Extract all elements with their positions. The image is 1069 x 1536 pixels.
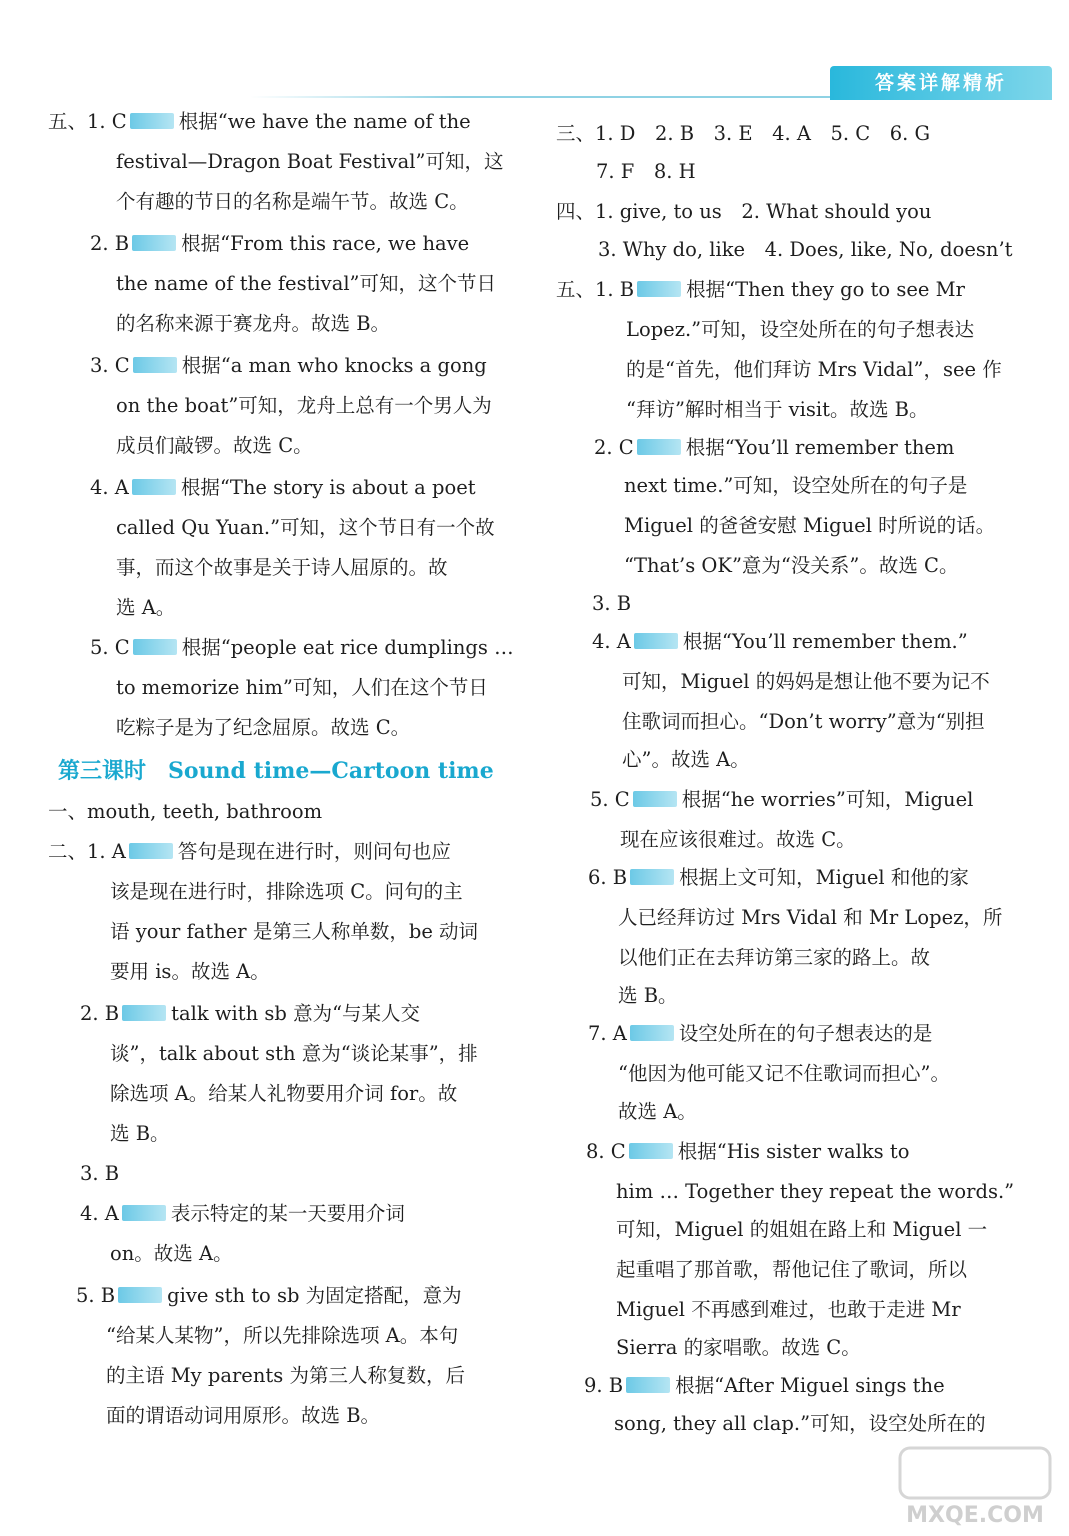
watermark-logo	[880, 1440, 1060, 1530]
answer-explanation: talk with sb 意为“与某人交	[171, 1002, 421, 1025]
answer-text: 该是现在进行时，排除选项 C。问句的主	[110, 880, 463, 903]
answer-text: 可知，Miguel 的姐姐在路上和 Miguel 一	[616, 1218, 988, 1241]
answer-text: “给某人某物”，所以先排除选项 A。本句	[106, 1324, 459, 1347]
answer-text: 可知，Miguel 的妈妈是想让他不要为记不	[622, 670, 990, 693]
answer-line	[618, 904, 1002, 932]
answer-explanation: 根据“he worries”可知，Miguel	[681, 788, 974, 811]
analysis-tag-icon	[633, 791, 677, 807]
answer-text: 故选 A。	[618, 1100, 697, 1123]
header-rule	[250, 96, 840, 98]
answer-text: the name of the festival”可知，这个节日	[116, 272, 497, 295]
answer-line	[48, 108, 471, 136]
answer-explanation: 根据“people eat rice dumplings …	[181, 636, 514, 659]
answer-line	[80, 1200, 405, 1228]
answer-line	[622, 708, 985, 736]
answer-line	[116, 188, 469, 216]
answer-text: 现在应该很难过。故选 C。	[620, 828, 856, 851]
answer-line	[116, 148, 503, 176]
analysis-tag-icon	[133, 357, 177, 373]
answer-line	[592, 628, 968, 656]
answer-text: song, they all clap.”可知，设空处所在的	[614, 1412, 986, 1435]
answer-explanation: 答句是现在进行时，则问句也应	[177, 840, 451, 863]
answer-text: 事，而这个故事是关于诗人屈原的。故	[116, 556, 448, 579]
answer-line	[614, 1410, 986, 1438]
answer-line	[618, 1098, 697, 1126]
answer-text: 除选项 A。给某人礼物要用介词 for。故	[110, 1082, 458, 1105]
answer-text: 9. B	[584, 1374, 624, 1397]
answer-explanation: 根据“After Miguel sings the	[675, 1374, 945, 1397]
answer-text: 8. C	[586, 1140, 626, 1163]
answer-text: 二、1. A	[48, 840, 126, 863]
answer-explanation: 根据上文可知，Miguel 和他的家	[679, 866, 969, 889]
answer-line	[616, 1256, 967, 1284]
answer-line	[116, 554, 448, 582]
answer-explanation: 设空处所在的句子想表达的是	[678, 1022, 933, 1045]
answer-line	[626, 356, 1002, 384]
answer-text: 4. A	[90, 476, 129, 499]
answer-text: 的是“首先，他们拜访 Mrs Vidal”，see 作	[626, 358, 1002, 381]
answer-line	[110, 918, 478, 946]
answer-line	[116, 392, 492, 420]
answer-text: 2. B	[90, 232, 130, 255]
answer-text: 选 A。	[116, 596, 176, 619]
answer-text: “拜访”解时相当于 visit。故选 B。	[626, 398, 929, 421]
answer-line	[110, 878, 463, 906]
answer-line	[90, 230, 469, 258]
answer-line	[594, 434, 954, 462]
answer-line	[590, 786, 973, 814]
answer-line	[48, 798, 322, 826]
answer-text: 的名称来源于赛龙舟。故选 B。	[116, 312, 391, 335]
section-title: 第三课时 Sound time—Cartoon time	[58, 758, 494, 784]
analysis-tag-icon	[130, 113, 174, 129]
answer-line	[598, 236, 1012, 264]
header-tab: 答案详解精析	[830, 66, 1052, 100]
analysis-tag-icon	[637, 439, 681, 455]
answer-text: 心”。故选 A。	[622, 748, 750, 771]
analysis-tag-icon	[630, 1025, 674, 1041]
answer-line	[556, 198, 931, 226]
answer-line	[618, 944, 930, 972]
answer-text: 以他们正在去拜访第三家的路上。故	[618, 946, 931, 969]
answer-line	[106, 1402, 380, 1430]
answer-line	[620, 826, 856, 854]
analysis-tag-icon	[132, 479, 176, 495]
answer-line	[592, 590, 631, 618]
analysis-tag-icon	[133, 639, 177, 655]
answer-text: 3. C	[90, 354, 130, 377]
answer-explanation: give sth to sb 为固定搭配，意为	[167, 1284, 462, 1307]
answer-text: 语 your father 是第三人称单数，be 动词	[110, 920, 479, 943]
answer-text: 7. F 8. H	[596, 160, 696, 183]
analysis-tag-icon	[626, 1377, 670, 1393]
answer-line	[106, 1322, 458, 1350]
answer-line	[616, 1334, 861, 1362]
answer-text: 3. Why do, like 4. Does, like, No, doesn’t	[598, 238, 1013, 261]
answer-text: 五、1. C	[48, 110, 127, 133]
answer-text: 要用 is。故选 A。	[110, 960, 270, 983]
answer-line	[626, 316, 974, 344]
answer-line	[116, 270, 496, 298]
answer-text: him … Together they repeat the words.”	[616, 1180, 1015, 1203]
answer-text: 选 B。	[110, 1122, 170, 1145]
answer-text: festival—Dragon Boat Festival”可知，这	[116, 150, 504, 173]
answer-explanation: 根据“a man who knocks a gong	[181, 354, 487, 377]
answer-line	[110, 1120, 170, 1148]
answer-text: 3. B	[80, 1162, 120, 1185]
answer-text: 4. A	[592, 630, 631, 653]
answer-text: to memorize him”可知，人们在这个节日	[116, 676, 488, 699]
answer-text: 个有趣的节日的名称是端午节。故选 C。	[116, 190, 469, 213]
answer-line	[116, 594, 175, 622]
answer-text: 4. A	[80, 1202, 119, 1225]
answer-line	[76, 1282, 462, 1310]
answer-line	[626, 396, 929, 424]
answer-text: on the boat”可知，龙舟上总有一个男人为	[116, 394, 492, 417]
answer-explanation: 根据“The story is about a poet	[180, 476, 476, 499]
watermark-text: MXQE.COM	[906, 1503, 1044, 1528]
answer-text: 谈”，talk about sth 意为“谈论某事”，排	[110, 1042, 478, 1065]
answer-explanation: 根据“Then they go to see Mr	[686, 278, 965, 301]
answer-line	[624, 472, 967, 500]
answer-text: 选 B。	[618, 984, 678, 1007]
answer-line	[622, 746, 750, 774]
answer-line	[586, 1138, 909, 1166]
answer-line	[90, 634, 514, 662]
answer-explanation: 根据“we have the name of the	[178, 110, 471, 133]
answer-text: “That’s OK”意为“没关系”。故选 C。	[624, 554, 959, 577]
answer-line	[596, 158, 696, 186]
answer-text: 五、1. B	[556, 278, 635, 301]
answer-line	[616, 1296, 961, 1324]
answer-line	[110, 1240, 233, 1268]
answer-line	[584, 1372, 945, 1400]
answer-line	[624, 512, 995, 540]
answer-text: 一、mouth, teeth, bathroom	[48, 800, 323, 823]
answer-explanation: 根据“From this race, we have	[181, 232, 470, 255]
answer-text: Miguel 不再感到难过，也敢于走进 Mr	[616, 1298, 961, 1321]
answer-text: next time.”可知，设空处所在的句子是	[624, 474, 968, 497]
answer-text: 吃粽子是为了纪念屈原。故选 C。	[116, 716, 411, 739]
answer-text: 7. A	[588, 1022, 627, 1045]
analysis-tag-icon	[129, 843, 173, 859]
analysis-tag-icon	[629, 1143, 673, 1159]
answer-text: 的主语 My parents 为第三人称复数，后	[106, 1364, 465, 1387]
answer-line	[556, 276, 965, 304]
answer-text: 2. B	[80, 1002, 120, 1025]
answer-line	[624, 552, 958, 580]
answer-explanation: 根据“You’ll remember them.”	[682, 630, 968, 653]
answer-line	[616, 1216, 987, 1244]
answer-line	[48, 838, 451, 866]
answer-text: 住歌词而担心。“Don’t worry”意为“别担	[622, 710, 985, 733]
answer-line	[116, 432, 313, 460]
answer-text: 成员们敲锣。故选 C。	[116, 434, 313, 457]
answer-text: 2. C	[594, 436, 634, 459]
analysis-tag-icon	[634, 633, 678, 649]
answer-line	[90, 352, 487, 380]
answer-text: 起重唱了那首歌，帮他记住了歌词，所以	[616, 1258, 968, 1281]
analysis-tag-icon	[132, 235, 176, 251]
answer-text: Miguel 的爸爸安慰 Miguel 时所说的话。	[624, 514, 996, 537]
answer-line	[110, 958, 270, 986]
answer-line	[110, 1040, 478, 1068]
answer-line	[618, 1060, 950, 1088]
answer-line	[116, 674, 488, 702]
answer-line	[116, 514, 495, 542]
answer-text: on。故选 A。	[110, 1242, 233, 1265]
answer-text: 3. B	[592, 592, 632, 615]
answer-text: 面的谓语动词用原形。故选 B。	[106, 1404, 381, 1427]
answer-text: 5. C	[90, 636, 130, 659]
answer-text: 三、1. D 2. B 3. E 4. A 5. C 6. G	[556, 122, 931, 145]
answer-line	[110, 1080, 457, 1108]
answer-text: “他因为他可能又记不住歌词而担心”。	[618, 1062, 950, 1085]
answer-line	[80, 1160, 119, 1188]
analysis-tag-icon	[630, 869, 674, 885]
answer-line	[588, 1020, 932, 1048]
answer-explanation: 根据“His sister walks to	[677, 1140, 910, 1163]
answer-text: called Qu Yuan.”可知，这个节日有一个故	[116, 516, 495, 539]
answer-line	[116, 310, 390, 338]
answer-text: 5. B	[76, 1284, 116, 1307]
answer-explanation: 根据“You’ll remember them	[685, 436, 955, 459]
answer-line	[80, 1000, 420, 1028]
analysis-tag-icon	[637, 281, 681, 297]
answer-line	[556, 120, 930, 148]
answer-line	[616, 1178, 1014, 1206]
answer-line	[622, 668, 990, 696]
answer-text: 人已经拜访过 Mrs Vidal 和 Mr Lopez，所	[618, 906, 1003, 929]
answer-line	[106, 1362, 465, 1390]
answer-text: Lopez.”可知，设空处所在的句子想表达	[626, 318, 975, 341]
answer-line	[588, 864, 969, 892]
answer-text: 5. C	[590, 788, 630, 811]
answer-line	[116, 714, 410, 742]
answer-line	[90, 474, 476, 502]
answer-text: Sierra 的家唱歌。故选 C。	[616, 1336, 861, 1359]
analysis-tag-icon	[122, 1005, 166, 1021]
answer-text: 四、1. give, to us 2. What should you	[556, 200, 932, 223]
answer-text: 6. B	[588, 866, 628, 889]
answer-explanation: 表示特定的某一天要用介词	[170, 1202, 405, 1225]
analysis-tag-icon	[122, 1205, 166, 1221]
analysis-tag-icon	[118, 1287, 162, 1303]
answer-line	[618, 982, 678, 1010]
